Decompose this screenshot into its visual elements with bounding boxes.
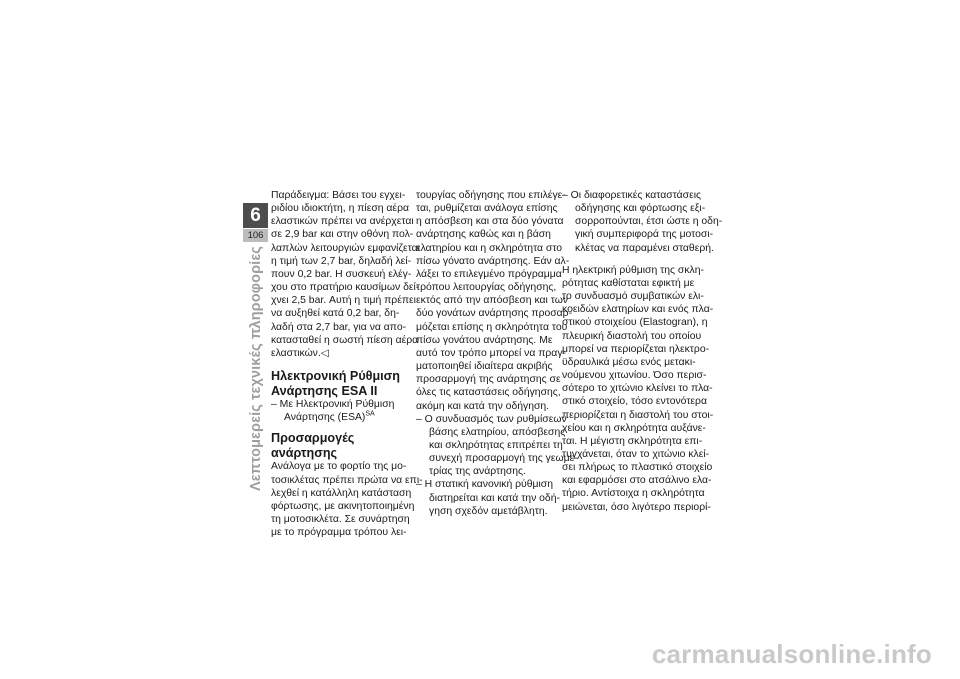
paragraph-riding-mode [416,189,573,413]
text-line: η τιμή των 2,7 bar, δηλαδή λεί- [271,255,412,267]
text-line: μειώνεται, όσο λιγότερο περιορί- [562,501,711,513]
text-line: πίσω γονάτου ανάρτησης. Με [416,334,553,346]
chapter-number-badge: 6 [243,203,268,228]
bullet-line: διατηρείται και κατά την οδή- [429,492,560,504]
bullet-line: – Η στατική κανονική ρύθμιση [416,479,553,491]
bullet-line [271,411,406,424]
text-column-1 [271,189,423,539]
text-line: ελαστικών.◁ [271,347,329,359]
bullet-text: Ανάρτησης (ESA) [284,412,366,424]
bullet-list [562,189,723,255]
text-line: ρότητας καθίσταται εφικτή με [562,277,695,289]
text-column-3 [562,189,723,514]
page-number: 106 [243,229,268,242]
text-line: λαδή στα 2,7 bar, για να απο- [271,321,407,333]
text-line: ανάρτησης καθώς και η βάση [416,229,551,241]
text-line: τοσικλέτας πρέπει πρώτα να επι- [271,474,423,486]
text-line: μπορεί να περιορίζεται ηλεκτρο- [562,343,710,355]
text-line: χου στο πρατήριο καυσίμων δεί- [271,282,420,294]
heading-line: Ηλεκτρονική Ρύθμιση [271,369,400,384]
text-line: τυγχάνεται, όταν το χιτώνιο κλεί- [562,448,710,460]
text-line: τουργίας οδήγησης που επιλέγε- [416,190,566,201]
watermark: carmanualsonline.info [651,639,932,669]
text-line: ριδίου ιδιοκτήτη, η πίεση αέρα [271,203,409,215]
text-line: μόζεται επίσης η σκληρότητα του [416,321,568,333]
text-line: ϋδραυλικά μέσω ενός μετακι- [562,356,696,368]
bullet-line: σορροπούνται, έτσι ώστε η οδη- [575,216,723,228]
text-line: χείου και η σκληρότητα αυξάνε- [562,422,706,434]
bullet-line: οδήγησης και φόρτωσης εξι- [575,203,706,215]
text-line: ακόμη και κατά την οδήγηση. [416,400,550,412]
text-column-2 [416,189,578,518]
text-line: Η ηλεκτρική ρύθμιση της σκλη- [562,264,704,276]
text-line: ματοποιηθεί ιδιαίτερα ακριβής [416,361,553,373]
paragraph-electric-stiffness [562,264,714,514]
text-line: λαπλών λειτουργιών εμφανίζεται [271,242,420,254]
text-line: περιορίζεται η διαστολή του στοι- [562,409,714,421]
bullet-line: – Οι διαφορετικές καταστάσεις [562,190,702,201]
bullet-line: συνεχή προσαρμογή της γεωμε- [429,453,578,465]
bullet-line: βάσης ελατηρίου, απόσβεσης [429,426,566,438]
text-line: ται. Η μέγιστη σκληρότητα επι- [562,435,703,447]
text-line: με το πρόγραμμα τρόπου λει- [271,527,407,539]
text-line: κοειδών ελατηρίων και ενός πλα- [562,304,714,316]
text-line: εκτός από την απόσβεση και των [416,295,569,307]
text-line: Ανάλογα με το φορτίο της μο- [271,461,407,473]
text-line: πουν 0,2 bar. Η συσκευή ελέγ- [271,268,412,280]
text-line: η απόσβεση και στα δύο γόνατα [416,216,564,228]
text-line: σε 2,9 bar και στην οθόνη πολ- [271,229,414,241]
text-line: τη μοτοσικλέτα. Σε συνάρτηση [271,513,410,525]
heading-line: Ανάρτησης ESA II [271,383,378,398]
text-line: ελατηρίου και η σκληρότητα στο [416,242,563,254]
text-line: λεχθεί η κατάλληλη κατάσταση [271,487,412,499]
text-line: στικού στοιχείου (Elastogran), η [562,317,708,329]
vertical-chapter-title: Λεπτομερείς τεχνικές πληροφορίες [248,246,264,491]
text-line: λάξει το επιλεγμένο πρόγραμμα [416,268,562,280]
text-line: όλες τις καταστάσεις οδήγησης, [416,387,561,399]
text-line: προσαρμογή της ανάρτησης σε [416,374,561,386]
bullet-line: – Ο συνδυασμός των ρυθμίσεων [416,413,567,425]
text-line: χνει 2,5 bar. Αυτή η τιμή πρέπει [271,295,416,307]
optional-equipment-note [271,398,406,424]
text-line: το συνδυασμό συμβατικών ελι- [562,291,704,303]
text-line: να αυξηθεί κατά 0,2 bar, δη- [271,308,400,320]
text-line: δύο γονάτων ανάρτησης προσαρ- [416,308,573,320]
paragraph-load-state [271,460,423,539]
bullet-line: γική συμπεριφορά της μοτοσι- [575,229,714,241]
text-line: πλευρική διαστολή του οποίου [562,330,702,342]
text-line: φόρτωσης, με ακινητοποιημένη [271,500,415,512]
text-line: στικό στοιχείο, τόσο εντονότερα [562,396,707,408]
text-line: Παράδειγμα: Βάσει του εγχει- [271,190,406,201]
text-line: αυτό τον τρόπο μπορεί να πραγ- [416,347,566,359]
bullet-line: κλέτας να παραμένει σταθερή. [575,242,714,254]
text-line: πίσω γόνατο ανάρτησης. Εάν αλ- [416,255,570,267]
sa-superscript: SA [365,410,375,418]
bullet-line: – Με Ηλεκτρονική Ρύθμιση [271,399,395,411]
text-line: κατασταθεί η σωστή πίεση αέρα [271,334,419,346]
text-line: και εφαρμόσει στο ατσάλινο ελα- [562,475,712,487]
text-line: νούμενου χιτωνίου. Όσο περισ- [562,370,707,382]
text-line: ται, ρυθμίζεται ανάλογα επίσης [416,203,558,215]
bullet-line: και σκληρότητας επιτρέπει τη [429,439,563,451]
text-line: τήριο. Αντίστοιχα η σκληρότητα [562,488,705,500]
subheading-suspension-adjustments: Προσαρμογές ανάρτησης [271,431,355,460]
bullet-line: τρίας της ανάρτησης. [429,466,526,478]
bullet-line: γηση σχεδόν αμετάβλητη. [429,505,548,517]
text-line: σότερο το χιτώνιο κλείνει το πλα- [562,383,713,395]
section-heading-esa [271,369,406,398]
text-line: σει πλήρως το πλαστικό στοιχείο [562,462,713,474]
text-line: ελαστικών πρέπει να ανέρχεται [271,216,414,228]
bullet-list [416,413,578,518]
text-line: τρόπου λειτουργίας οδήγησης, [416,282,557,294]
paragraph-example [271,189,420,360]
